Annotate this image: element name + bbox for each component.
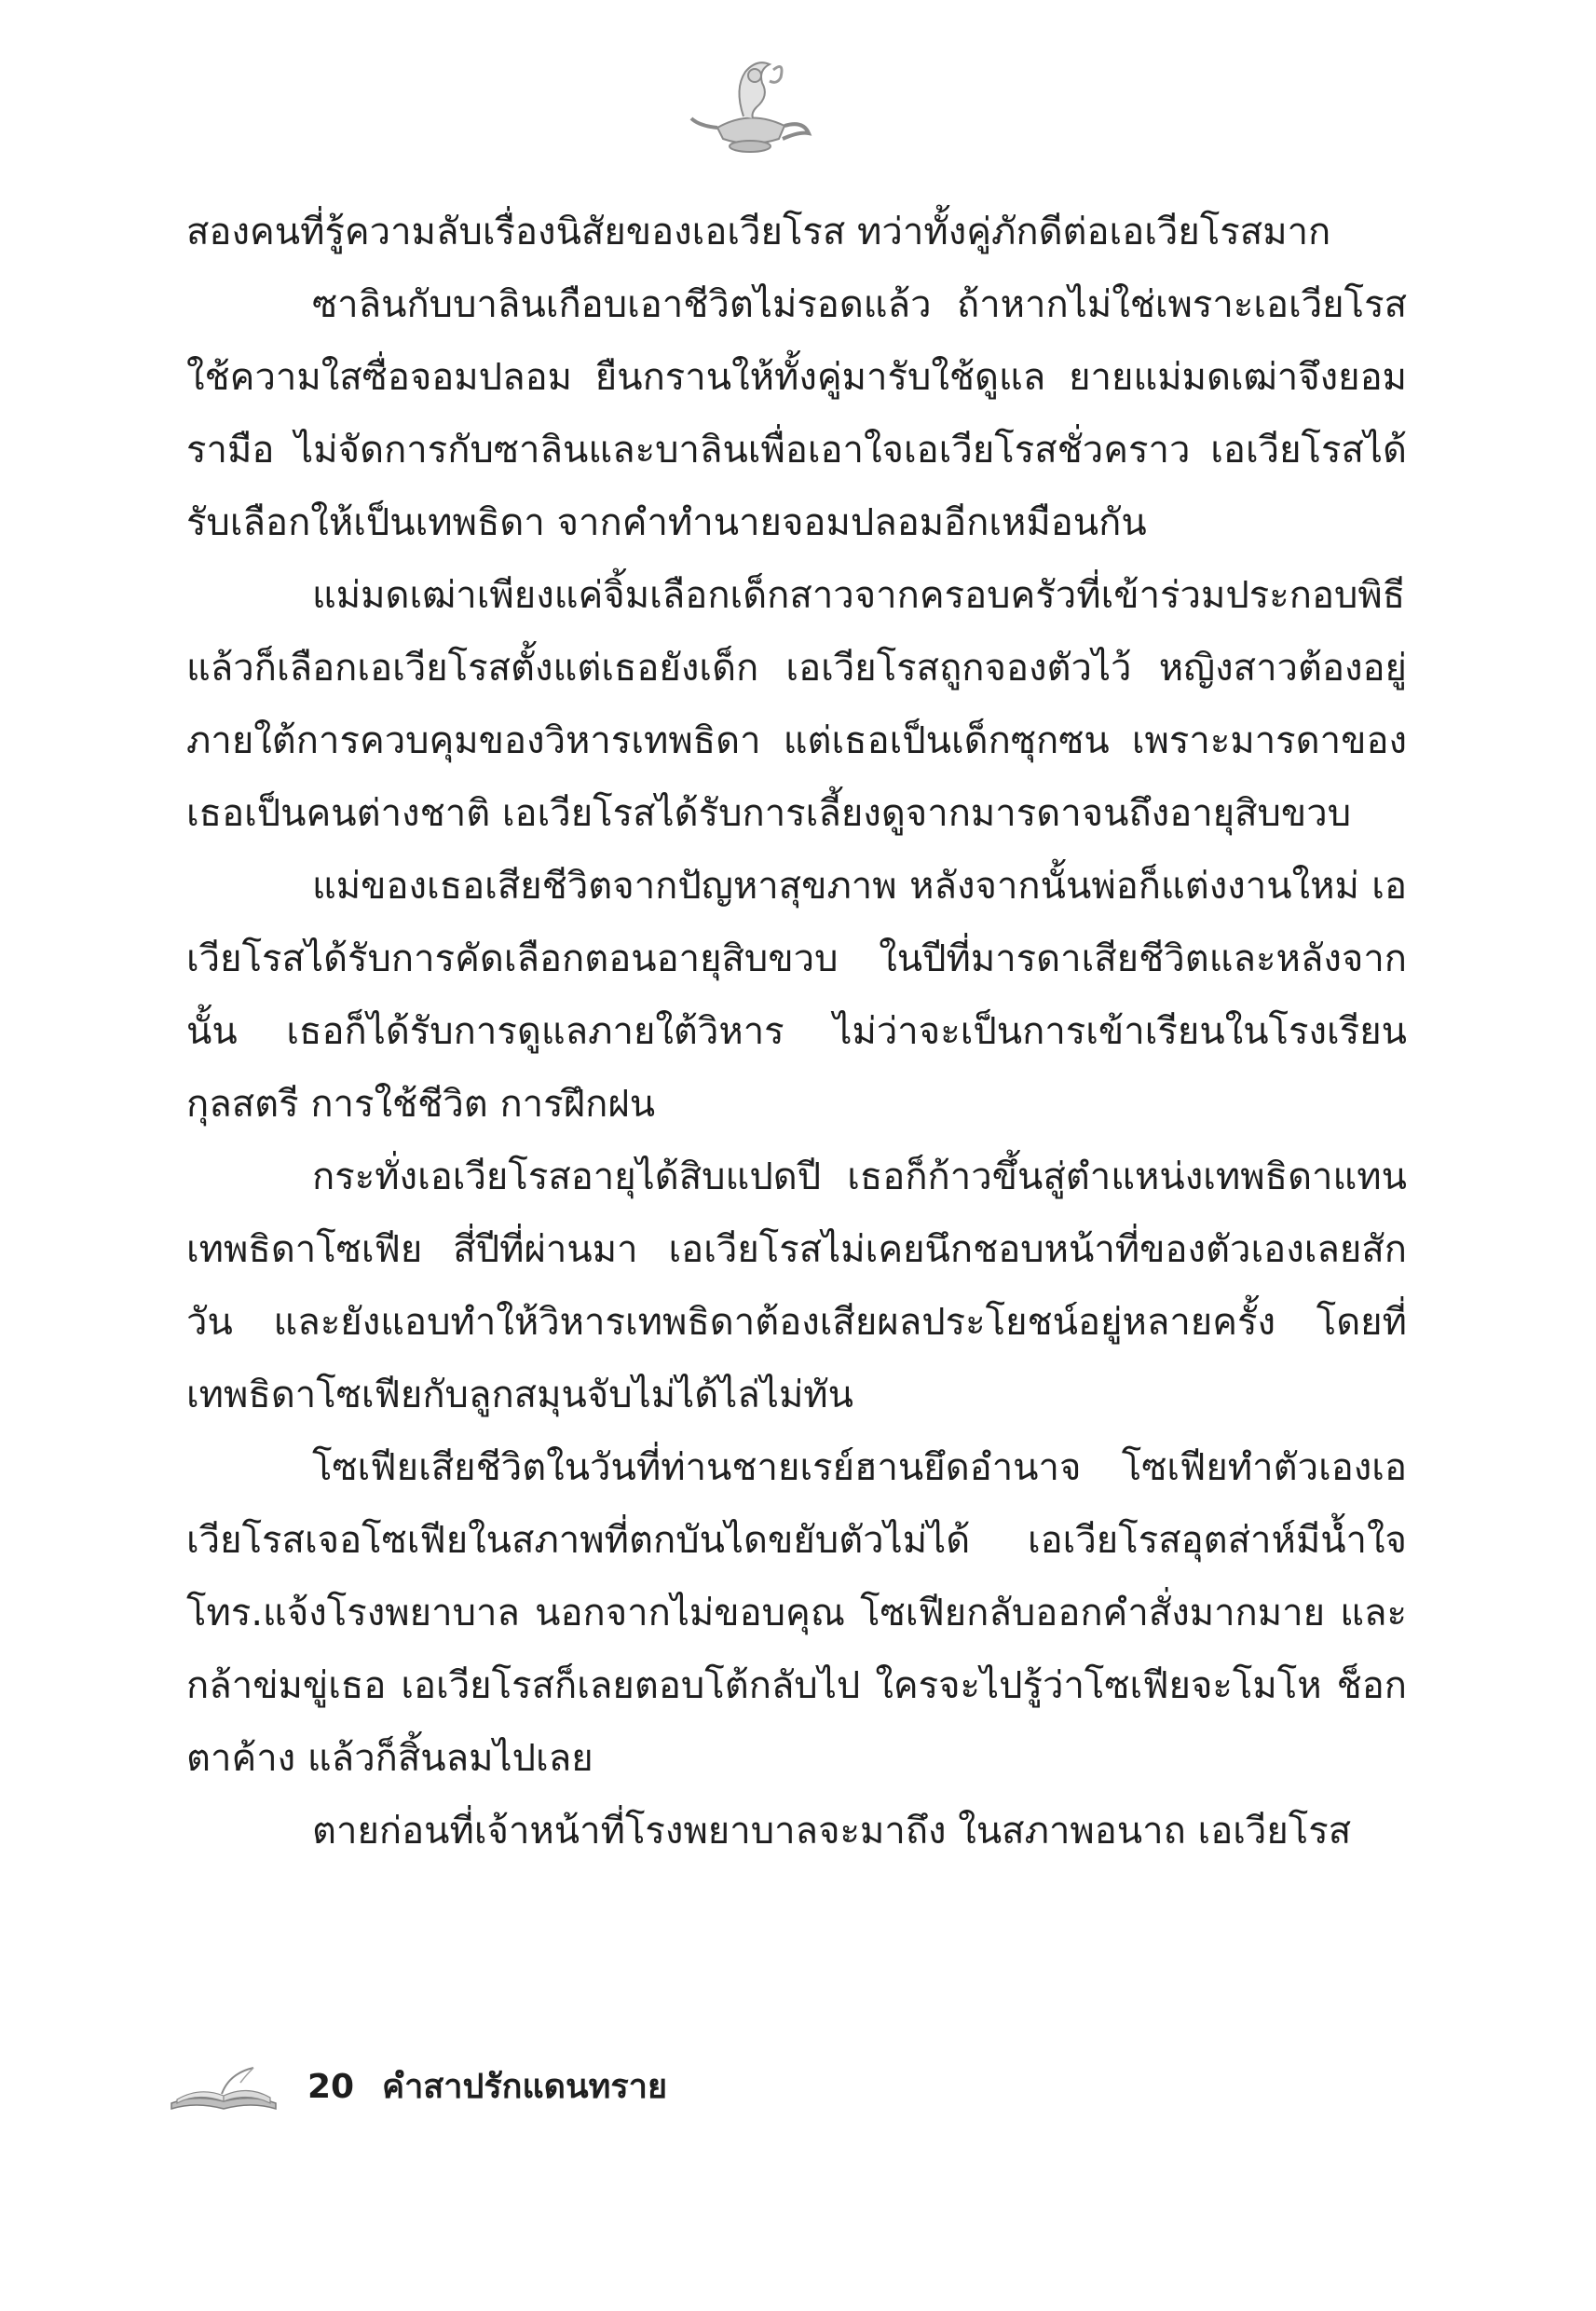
paragraph: แม่ของเธอเสียชีวิตจากปัญหาสุขภาพ หลังจากนั้นพ่อก็แต่งงานใหม่ เอเวียโรสได้รับการคัดเลือกตอนอายุสิบขวบ ในปีที่มารดาเสียชีวิตและหลังจากนั้น เธอก็ได้รับการดูแลภายใต้วิหาร ไม่ว่าจะเป็นการเข้าเรียนในโรงเรียนกุลสตรี การใช้ชีวิต การฝึกฝน xyxy=(186,865,1407,1126)
paragraph: แม่มดเฒ่าเพียงแค่จิ้มเลือกเด็กสาวจากครอบครัวที่เข้าร่วมประกอบพิธี แล้วก็เลือกเอเวียโรสตั้งแต่เธอยังเด็ก เอเวียโรสถูกจองตัวไว้ หญิงสาวต้องอยู่ภายใต้การควบคุมของวิหารเทพธิดา แต่เธอเป็นเด็กซุกซน เพราะมารดาของเธอเป็นคนต่างชาติ เอเวียโรสได้รับการเลี้ยงดูจากมารดาจนถึงอายุสิบขวบ xyxy=(186,574,1407,835)
genie-lamp-icon xyxy=(680,51,820,163)
paragraph: ตายก่อนที่เจ้าหน้าที่โรงพยาบาลจะมาถึง ในสภาพอนาถ เอเวียโรส xyxy=(312,1810,1352,1853)
paragraph: กระทั่งเอเวียโรสอายุได้สิบแปดปี เธอก็ก้าวขึ้นสู่ตำแหน่งเทพธิดาแทนเทพธิดาโซเฟีย สี่ปีที่ผ่านมา เอเวียโรสไม่เคยนึกชอบหน้าที่ของตัวเองเลยสักวัน และยังแอบทำให้วิหารเทพธิดาต้องเสียผลประโยชน์อยู่หลายครั้ง โดยที่เทพธิดาโซเฟียกับลูกสมุนจับไม่ได้ไล่ไม่ทัน xyxy=(186,1156,1407,1416)
paragraph: ซาลินกับบาลินเกือบเอาชีวิตไม่รอดแล้ว ถ้าหากไม่ใช่เพราะเอเวียโรสใช้ความใสซื่อจอมปลอม ยืนกรานให้ทั้งคู่มารับใช้ดูแล ยายแม่มดเฒ่าจึงยอมรามือ ไม่จัดการกับซาลินและบาลินเพื่อเอาใจเอเวียโรสชั่วคราว เอเวียโรสได้รับเลือกให้เป็นเทพธิดา จากคำทำนายจอมปลอมอีกเหมือนกัน xyxy=(186,283,1407,544)
paragraph: โซเฟียเสียชีวิตในวันที่ท่านชายเรย์ฮานยึดอำนาจ โซเฟียทำตัวเองเอเวียโรสเจอโซเฟียในสภาพที่ตกบันไดขยับตัวไม่ได้ เอเวียโรสอุตส่าห์มีน้ำใจโทร.แจ้งโรงพยาบาล นอกจากไม่ขอบคุณ โซเฟียกลับออกคำสั่งมากมาย และกล้าข่มขู่เธอ เอเวียโรสก็เลยตอบโต้กลับไป ใครจะไปรู้ว่าโซเฟียจะโมโห ช็อกตาค้าง แล้วก็สิ้นลมไปเลย xyxy=(186,1446,1407,1780)
page-footer xyxy=(168,2055,820,2120)
paragraph: สองคนที่รู้ความลับเรื่องนิสัยของเอเวียโรส ทว่าทั้งคู่ภักดีต่อเอเวียโรสมาก xyxy=(186,211,1331,253)
book-title: คำสาปรักแดนทราย xyxy=(382,2068,668,2106)
open-book-icon xyxy=(168,2062,280,2113)
page-number: 20 xyxy=(307,2068,355,2106)
page-body xyxy=(186,196,1407,1985)
